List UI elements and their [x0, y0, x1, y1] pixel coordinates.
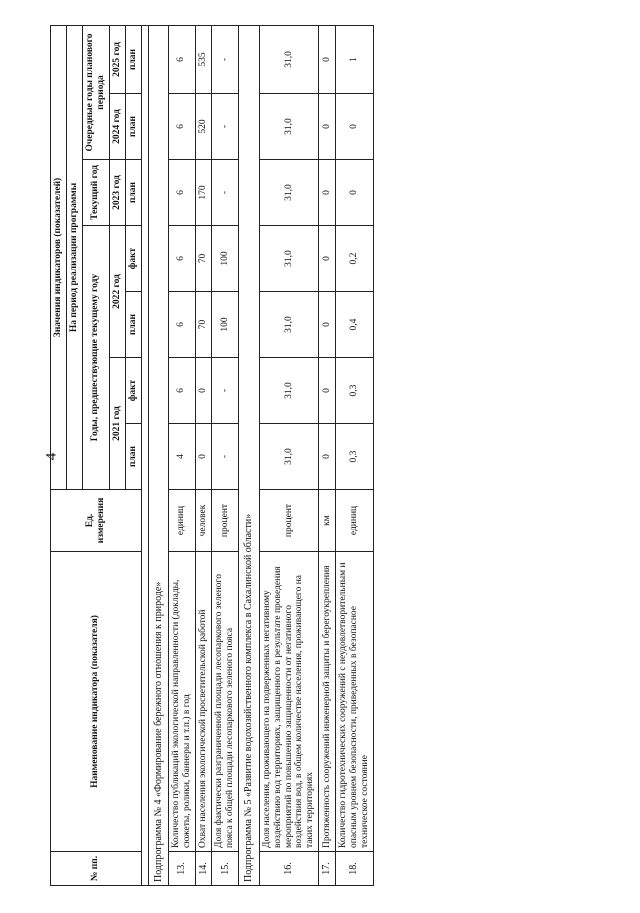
value-cell: 31,0: [259, 424, 319, 490]
indicators-table: [50, 25, 374, 886]
row-name: Охват населения экологической просветительской работой: [195, 552, 212, 852]
value-cell: 6: [169, 160, 196, 226]
row-unit: человек: [195, 490, 212, 552]
value-cell: 6: [169, 226, 196, 292]
header-fact: факт: [125, 358, 141, 424]
value-cell: 0,3: [335, 358, 373, 424]
header-plan: план: [125, 160, 141, 226]
value-cell: -: [212, 358, 239, 424]
value-cell: 31,0: [259, 358, 319, 424]
header-period: На период реализации программы: [66, 25, 82, 489]
section-title: Подпрограмма № 5 «Развитие водохозяйственного комплекса в Сахалинской области»: [239, 25, 260, 885]
value-cell: 6: [169, 25, 196, 93]
value-cell: 31,0: [259, 25, 319, 93]
value-cell: 6: [169, 292, 196, 358]
row-name: Доля населения, проживающего на подверженных негативному воздействию вод территориях, защищенного в результате проведения мероприятий по повышению защищенности от негативного воздействия вод, в общем количестве населения, проживающего на таких территориях: [259, 552, 319, 852]
table-row: [195, 25, 212, 885]
header-fact: факт: [125, 226, 141, 292]
value-cell: 535: [195, 25, 212, 93]
row-unit: процент: [259, 490, 319, 552]
value-cell: 0: [195, 424, 212, 490]
row-name: Протяженность сооружений инженерной защиты и берегоукрепления: [319, 552, 336, 852]
header-plan: план: [125, 25, 141, 93]
table-row: [319, 25, 336, 885]
value-cell: -: [212, 94, 239, 160]
row-unit: процент: [212, 490, 239, 552]
value-cell: 1: [335, 25, 373, 93]
value-cell: 0,2: [335, 226, 373, 292]
row-number: 15.: [212, 852, 239, 886]
value-cell: 0: [335, 160, 373, 226]
value-cell: 31,0: [259, 94, 319, 160]
row-name: Количество публикаций экологической направленности (доклады, сюжеты, ролики, баннеры и т.п.) в год: [169, 552, 196, 852]
row-unit: км: [319, 490, 336, 552]
value-cell: 0: [335, 94, 373, 160]
table-row: [169, 25, 196, 885]
value-cell: 31,0: [259, 226, 319, 292]
section-title: Подпрограмма № 4 «Формирование бережного отношения к природе»: [148, 25, 169, 885]
header-unit: Ед. измерения: [51, 490, 142, 552]
table-body: [148, 25, 373, 885]
header-plan: план: [125, 424, 141, 490]
value-cell: 4: [169, 424, 196, 490]
value-cell: -: [212, 424, 239, 490]
table-row: [335, 25, 373, 885]
value-cell: 31,0: [259, 292, 319, 358]
value-cell: 0: [195, 358, 212, 424]
rotated-table-container: [50, 26, 590, 886]
table-row: [259, 25, 319, 885]
value-cell: 170: [195, 160, 212, 226]
header-prev-years: Годы, предшествующие текущему году: [82, 226, 109, 490]
header-2023: 2023 год: [109, 160, 125, 226]
value-cell: 0: [319, 292, 336, 358]
header-name: Наименование индикатора (показателя): [51, 552, 142, 852]
value-cell: 0: [319, 160, 336, 226]
value-cell: 100: [212, 292, 239, 358]
value-cell: 0: [319, 358, 336, 424]
header-2025: 2025 год: [109, 25, 125, 93]
header-2024: 2024 год: [109, 94, 125, 160]
header-current-year: Текущий год: [82, 160, 109, 226]
value-cell: -: [212, 160, 239, 226]
row-name: Количество гидротехнических сооружений с неудовлетворительным и опасным уровнем безопасности, приведенных в безопасное техническое состояние: [335, 552, 373, 852]
value-cell: 0: [319, 226, 336, 292]
row-number: 13.: [169, 852, 196, 886]
value-cell: -: [212, 25, 239, 93]
value-cell: 0: [319, 424, 336, 490]
header-plan: план: [125, 292, 141, 358]
table-row: [212, 25, 239, 885]
header-spacer: [141, 25, 148, 885]
row-unit: единиц: [335, 490, 373, 552]
value-cell: 100: [212, 226, 239, 292]
row-number: 14.: [195, 852, 212, 886]
header-2022: 2022 год: [109, 226, 125, 358]
header-next-years: Очередные годы планового периода: [82, 25, 109, 159]
value-cell: 6: [169, 358, 196, 424]
value-cell: 70: [195, 292, 212, 358]
table-header: [51, 25, 149, 885]
row-number: 18.: [335, 852, 373, 886]
value-cell: 0,3: [335, 424, 373, 490]
header-values: Значения индикаторов (показателей): [51, 25, 67, 489]
page-number: 4: [43, 452, 60, 461]
header-2021: 2021 год: [109, 358, 125, 490]
row-unit: единиц: [169, 490, 196, 552]
value-cell: 0,4: [335, 292, 373, 358]
row-name: Доля фактически разграниченной площади лесопаркового зеленого пояса к общей площади лесопаркового зеленого пояса: [212, 552, 239, 852]
row-number: 17.: [319, 852, 336, 886]
value-cell: 520: [195, 94, 212, 160]
value-cell: 31,0: [259, 160, 319, 226]
header-no: № пп.: [51, 852, 142, 886]
value-cell: 70: [195, 226, 212, 292]
row-number: 16.: [259, 852, 319, 886]
value-cell: 6: [169, 94, 196, 160]
header-plan: план: [125, 94, 141, 160]
value-cell: 0: [319, 25, 336, 93]
value-cell: 0: [319, 94, 336, 160]
